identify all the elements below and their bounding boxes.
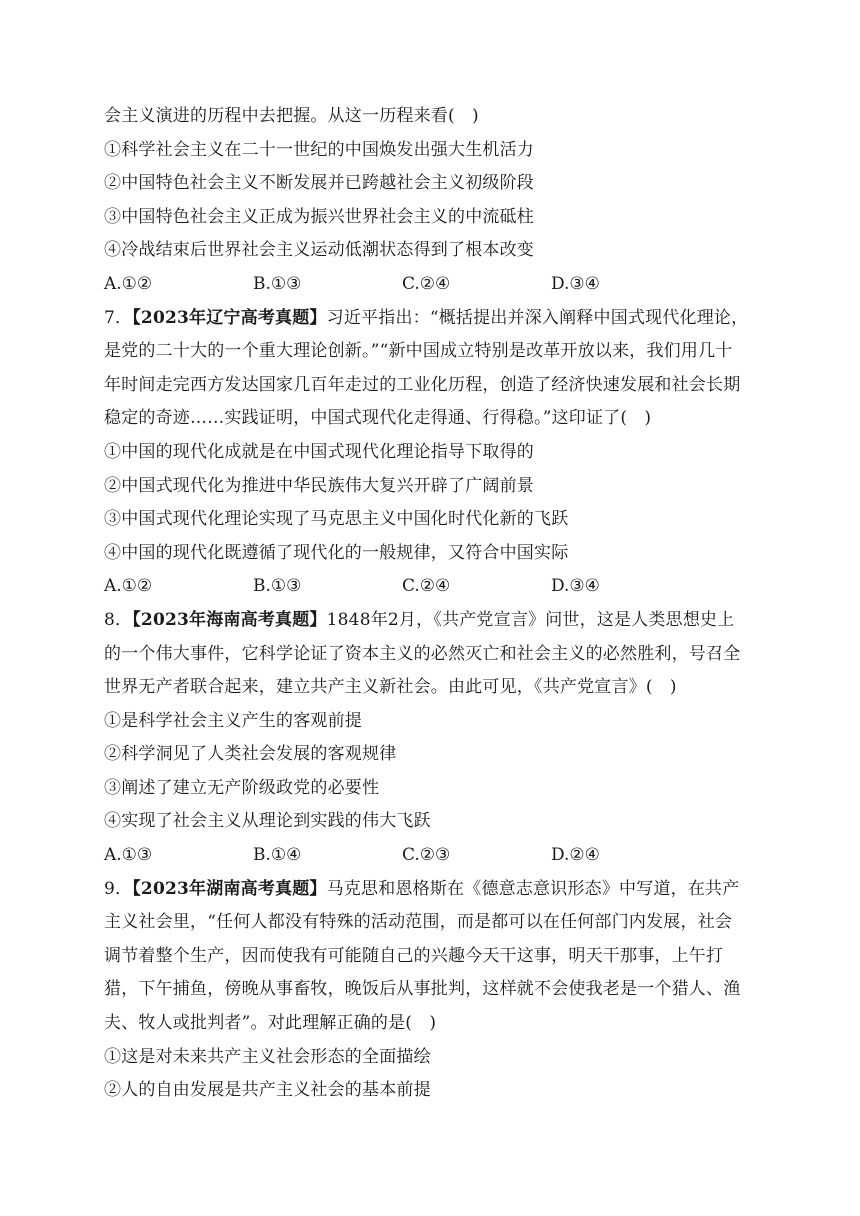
question-9	[104, 873, 754, 1108]
q7-number: 7．	[104, 307, 133, 328]
q7-choice-3: ③中国式现代化理论实现了马克思主义中国化时代化新的飞跃	[104, 509, 569, 530]
q7-first-line	[104, 302, 754, 336]
q9-first-line-text: 马克思和恩格斯在《德意志意识形态》中写道，在共产	[326, 878, 740, 899]
q7-source: 【2023年辽宁高考真题】	[132, 307, 327, 328]
question-6	[104, 100, 754, 302]
q9-choice-1: ①这是对未来共产主义社会形态的全面描绘	[104, 1046, 431, 1067]
q8-stem-line: 的一个伟大事件，它科学论证了资本主义的必然灭亡和社会主义的必然胜利，号召全	[104, 643, 741, 664]
q9-stem-line: 猎，下午捕鱼，傍晚从事畜牧，晚饭后从事批判，这样就不会使我老是一个猎人、渔	[104, 979, 741, 1000]
q9-choice-2: ②人的自由发展是共产主义社会的基本前提	[104, 1080, 431, 1101]
q6-option-b: B.①③	[253, 273, 302, 294]
q6-choice-2: ②中国特色社会主义不断发展并已跨越社会主义初级阶段	[104, 173, 534, 194]
q6-option-d: D.③④	[551, 273, 600, 294]
q8-option-b: B.①④	[253, 845, 302, 866]
exam-page	[104, 100, 754, 1108]
q8-choice-2: ②科学洞见了人类社会发展的客观规律	[104, 744, 397, 765]
q6-choice-4: ④冷战结束后世界社会主义运动低潮状态得到了根本改变	[104, 240, 534, 261]
q7-choice-2: ②中国式现代化为推进中华民族伟大复兴开辟了广阔前景	[104, 475, 534, 496]
q8-source: 【2023年海南高考真题】	[132, 609, 327, 630]
q9-source: 【2023年湖南高考真题】	[132, 878, 327, 899]
q8-first-line-text: 1848年2月，《共产党宣言》问世，这是人类思想史上	[326, 609, 735, 630]
q7-option-d: D.③④	[551, 576, 600, 597]
question-7	[104, 302, 754, 604]
q6-choice-1: ①科学社会主义在二十一世纪的中国焕发出强大生机活力	[104, 139, 534, 160]
q6-choice-3: ③中国特色社会主义正成为振兴世界社会主义的中流砥柱	[104, 206, 534, 227]
q7-option-a: A.①②	[104, 576, 153, 597]
q7-choice-1: ①中国的现代化成就是在中国式现代化理论指导下取得的	[104, 441, 534, 462]
q7-stem-line: 是党的二十大的一个重大理论创新。”“新中国成立特别是改革开放以来，我们用几十	[104, 341, 733, 362]
q8-stem-line: 世界无产者联合起来，建立共产主义新社会。由此可见，《共产党宣言》( )	[104, 677, 677, 698]
q8-choice-4: ④实现了社会主义从理论到实践的伟大飞跃	[104, 811, 431, 832]
q6-options	[104, 268, 754, 302]
q7-choice-4: ④中国的现代化既遵循了现代化的一般规律，又符合中国实际	[104, 542, 569, 563]
q8-choice-1: ①是科学社会主义产生的客观前提	[104, 710, 362, 731]
q8-number: 8．	[104, 609, 133, 630]
q8-first-line	[104, 604, 754, 638]
q6-option-a: A.①②	[104, 273, 153, 294]
q7-options	[104, 570, 754, 604]
q7-option-c: C.②④	[402, 576, 451, 597]
q7-stem-line: 稳定的奇迹……实践证明，中国式现代化走得通、行得稳。”这印证了( )	[104, 408, 652, 429]
q7-stem-line: 年时间走完西方发达国家几百年走过的工业化历程，创造了经济快速发展和社会长期	[104, 374, 741, 395]
question-8	[104, 604, 754, 873]
q7-option-b: B.①③	[253, 576, 302, 597]
q7-first-line-text: 习近平指出：“概括提出并深入阐释中国式现代化理论，	[326, 307, 749, 328]
q8-option-c: C.②③	[402, 845, 451, 866]
q9-number: 9．	[104, 878, 133, 899]
q8-option-a: A.①③	[104, 845, 153, 866]
q8-option-d: D.②④	[551, 845, 600, 866]
q9-stem-line: 调节着整个生产，因而使我有可能随自己的兴趣今天干这事，明天干那事，上午打	[104, 945, 724, 966]
q9-stem-line: 主义社会里，“任何人都没有特殊的活动范围，而是都可以在任何部门内发展，社会	[104, 912, 733, 933]
q9-first-line	[104, 873, 754, 907]
q6-option-c: C.②④	[402, 273, 451, 294]
q9-stem-line: 夫、牧人或批判者”。对此理解正确的是( )	[104, 1013, 437, 1034]
q8-options	[104, 839, 754, 873]
q6-stem-line: 会主义演进的历程中去把握。从这一历程来看( )	[104, 106, 479, 126]
q8-choice-3: ③阐述了建立无产阶级政党的必要性	[104, 777, 380, 798]
